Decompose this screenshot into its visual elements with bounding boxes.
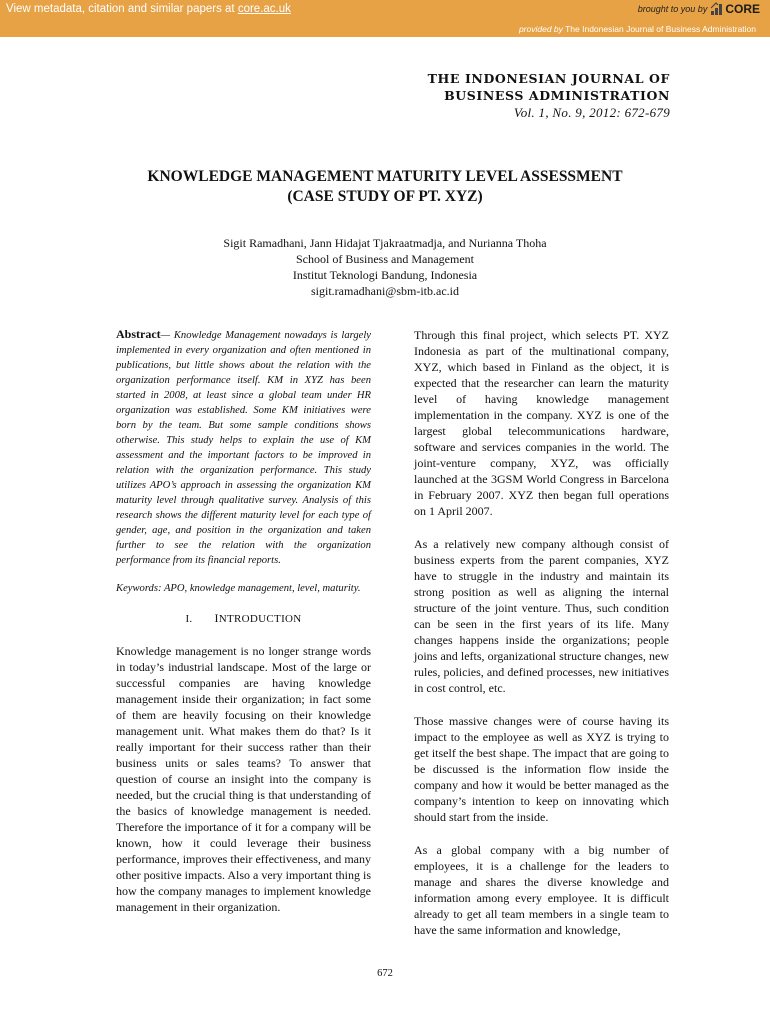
journal-header [428,70,670,121]
core-brought-by[interactable] [638,2,760,16]
abstract-label: Abstract [116,327,161,341]
left-column [116,327,371,930]
author-names: Sigit Ramadhani, Jann Hidajat Tjakraatmadja, and Nurianna Thoha [223,236,547,250]
author-school: School of Business and Management [296,252,474,266]
core-brought-by-text: brought to you by [637,4,708,14]
keywords: Keywords: APO, knowledge management, level, maturity. [116,583,361,594]
journal-name-line2: BUSINESS ADMINISTRATION [444,88,670,103]
core-ac-uk-link[interactable]: core.ac.uk [237,3,291,15]
section-title-rest: NTRODUCTION [218,613,302,625]
right-paragraph-4: As a global company with a big number of employees, it is a challenge for the leaders to manage and shares the diverse knowledge and information among every employee. It is difficult already to get all team members in a single team to have the same information and knowledge, [414,843,669,937]
author-institute: Institut Teknologi Bandung, Indonesia [292,268,478,282]
right-paragraph-3: Those massive changes were of course having its impact to the employee as well as XYZ is trying to get itself the best shape. The impact that are going to be discussed is the information flow inside the company and how it would be better managed as the company’s intention to keep on innovating which should start from the inside. [414,714,669,824]
journal-volume: Vol. 1, No. 9, 2012: 672-679 [513,105,670,120]
paper-title [0,167,770,207]
core-metadata-link[interactable] [6,3,291,15]
core-provided-source: The Indonesian Journal of Business Administration [565,24,756,34]
core-provided-prefix: provided by [518,24,563,34]
abstract [116,327,371,568]
core-logo-label: CORE [725,2,760,16]
core-metadata-text: View metadata, citation and similar papers at [6,3,238,15]
journal-name-line1: THE INDONESIAN JOURNAL OF [427,71,670,86]
abstract-text: Knowledge Management nowadays is largely implemented in every organization and often mentioned in publications, but little shows about the relation with the organization performance itself. KM in XYZ has been started in 2008, at least since a global team under HR organization was established. Some KM initiatives were born by the team. But some sample conditions shows otherwise. This study helps to explain the use of KM assessment and the important factors to be improved in relation with the organization performance. This study utilizes APO’s approach in assessing the organization KM maturity level through qualitative survey. Analysis of this research shows the different maturity level for each type of gender, age, and position in the organization and taken further to see the relation with the organization performance from its financial reports. [116,330,371,566]
core-logo[interactable] [710,2,760,16]
author-block [0,235,770,299]
paper-title-line2: (CASE STUDY OF PT. XYZ) [287,188,483,205]
paper-title-line1: KNOWLEDGE MANAGEMENT MATURITY LEVEL ASSESSMENT [147,168,623,185]
core-provided-by[interactable] [519,24,756,34]
section-number: I. [185,613,193,625]
right-paragraph-1: Through this final project, which selects PT. XYZ Indonesia as part of the multinational company, XYZ, which based in Finland as the object, it is expected that the researcher can learn the maturity level of having knowledge management implementation in the company. XYZ is one of the largest global telecommunications hardware, software and services companies in the world. The joint-venture company, XYZ, was officially launched at the 3GSM World Congress in Barcelona in February 2007. XYZ then began full operations on 1 April 2007. [414,328,669,518]
core-logo-icon [710,2,723,16]
right-paragraph-2: As a relatively new company although consist of business experts from the parent companies, XYZ have to struggle in the industry and maintain its strong position as well as aligning the internal structure of the joint venture. Thus, such condition can be seen in the first years of its life. Many changes happens inside the organizations; people joins and lefts, organizational structure changes, new rules, policies, and defined processes, new initiatives in cost control, etc. [414,537,669,695]
section-title-initial: I [214,611,219,625]
section-heading-introduction [116,610,371,627]
intro-paragraph: Knowledge management is no longer strange words in today’s industrial landscape. Most of the large or successful companies are having knowledge management inside their organization; in fact some of them are heavily focusing on their knowledge management unit. What makes them do that? Is it really important for their success rather than their business units or sales teams? To answer that question of course an insight into the company is needed, but the crucial thing is that understanding of the basics of knowledge management is needed. Therefore the importance of it for a company will be known, how it could leverage their business performance, improves their effectiveness, and many other positive impacts. Also a very important thing is how the company manages to implement knowledge management in their organization. [116,644,371,914]
right-column [414,327,669,955]
core-banner [0,0,770,37]
abstract-dash: — [160,330,174,341]
page-number: 672 [377,968,393,979]
author-email: sigit.ramadhani@sbm-itb.ac.id [310,284,460,298]
